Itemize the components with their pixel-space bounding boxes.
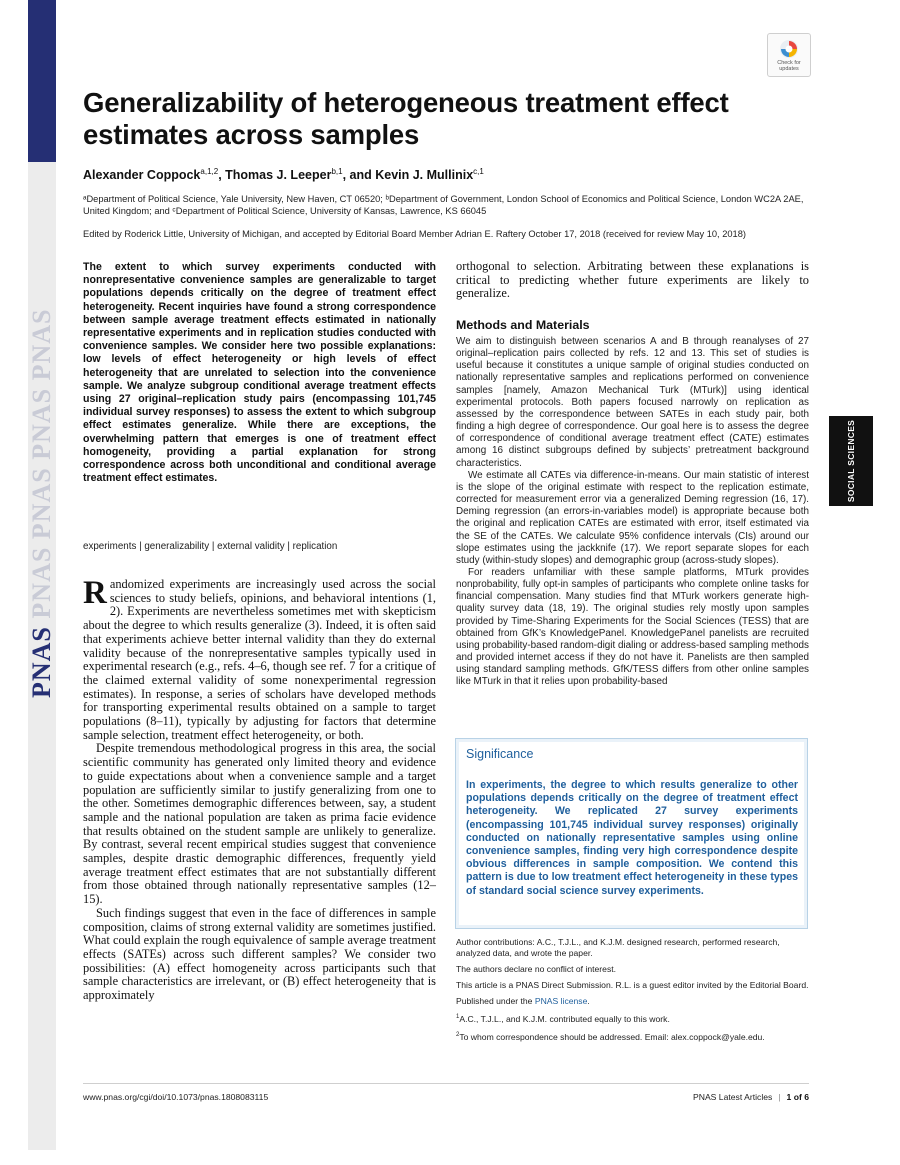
footnote-marker: 1 — [456, 1014, 460, 1020]
doi-link[interactable]: www.pnas.org/cgi/doi/10.1073/pnas.1808083115 — [83, 1092, 269, 1102]
intro-paragraph: andomized experiments are increasingly used across the social sciences to study beliefs, opinions, and behavioral intentions (1, 2). Experiments are nevertheless sometimes met with skepticism about the degree to which results generalize (3). Indeed, it is often said that experiments achieve better internal validity than they do external validity because of the nonrepresentative samples typically used in experimental research (e.g., refs. 4–6, though see ref. 7 for a critique of the claimed external validity of some nonexperimental regression estimates). In response, a series of scholars have developed methods for transporting experimental results obtained on a sample to target populations (8–11), typically by adjusting for factors that determine sample selection, treatment effect heterogeneity, or both. — [83, 577, 436, 742]
footnote-license — [456, 996, 809, 1007]
pnas-logo-word: PNAS — [27, 308, 56, 381]
pnas-logo-word: PNAS — [27, 467, 56, 540]
page-footer — [620, 1092, 809, 1102]
author-name[interactable]: Alexander Coppock — [83, 168, 201, 183]
methods-paragraph: We estimate all CATEs via difference-in-means. Our main statistic of interest is the slope of the original estimate with respect to the replication estimate, corrected for measurement error via a generalized Deming regression (16, 17). Deming regression (an errors-in-variables model) is appropriate because both the original and replication CATEs are estimated with error, itself estimated via the SE of the CATEs. We calculate 95% confidence intervals (CIs) around our slope estimates using the jackknife (17). We report separate slopes for each study (within-study slopes) and demographic group (across-study slopes). — [456, 469, 809, 566]
significance-title: Significance — [466, 747, 534, 761]
methods-paragraph: We aim to distinguish between scenarios A and B through reanalyses of 27 original–replication pairs collected by refs. 12 and 13. This set of studies is useful because it constitutes a unique sample of original studies conducted on nationally representative samples and replications performed on convenience samples [namely, Amazon Mechanical Turk (MTurk)] using identical experimental protocols. Both papers focused narrowly on replication as assessed by the correspondence between SATEs in each study pair, both finding a high degree of correspondence. Our goal here is to assess the degree of correspondence of conditional average treatment effect (CATE) estimates among 16 distinct subgroups defined by subjects’ pretreatment background characteristics. — [456, 336, 809, 469]
pnas-logo-word: PNAS — [27, 387, 56, 460]
intro-paragraph: Despite tremendous methodological progress in this area, the social scientific community has generated only limited theory and evidence to guide expectations about when a convenience sample and a target population are sufficiently similar to justify generalizing from one to the other. Sometimes demographic differences between, say, a student sample and the national population are taken as prima facie evidence that results obtained on the student sample are unlikely to generalize. By contrast, several recent empirical studies suggest that convenience samples, despite drastic demographic differences, frequently yield average treatment effect estimates that are not substantially different from those obtained through nationally representative samples (12–15). — [83, 741, 436, 907]
footnote-submission: This article is a PNAS Direct Submission. R.L. is a guest editor invited by the Editorial Board. — [456, 980, 809, 990]
affiliations: ᵃDepartment of Political Science, Yale University, New Haven, CT 06520; ᵇDepartment of Government, London School of Economics and Political Science, London WC2A 2AE, United Kingdom; and ᶜDepartment of Political Science, University of Kansas, Lawrence, KS 66045 — [83, 194, 804, 216]
author-affil-sup: a,1,2 — [200, 167, 219, 176]
footer-journal: PNAS Latest Articles — [693, 1092, 773, 1102]
footnote-corr-text: To whom correspondence should be addressed. Email: alex.coppock@yale.edu. — [459, 1031, 765, 1042]
pnas-logo-word: PNAS — [27, 546, 56, 619]
license-suffix: . — [587, 996, 590, 1006]
pnas-side-band-accent — [28, 0, 56, 162]
abstract: The extent to which survey experiments conducted with nonrepresentative convenience samples are generalizable to target populations depends critically on the degree of treatment effect heterogeneity. Recent inquiries have found a strong correspondence between sample average treatment effects estimated in nationally representative experiments and in replication studies conducted with convenience samples. We consider here two possible explanations: low levels of effect heterogeneity or high levels of effect heterogeneity that are unrelated to selection into the convenience sample. We analyze subgroup conditional average treatment effects using 27 original–replication study pairs (encompassing 101,745 individual survey responses) to assess the extent to which subgroup effect estimates generalize. While there are exceptions, the overwhelming pattern that emerges is one of treatment effect homogeneity, providing a partial explanation for strong correspondence across both unconditional and conditional average treatment effect estimates. — [83, 261, 436, 485]
author-name[interactable]: Kevin J. Mullinix — [375, 168, 474, 183]
author-separator: , — [218, 168, 226, 183]
footnote-conflict: The authors declare no conflict of interest. — [456, 964, 617, 974]
author-affil-sup: c,1 — [473, 167, 484, 176]
license-prefix: Published under the — [456, 996, 535, 1006]
introduction — [83, 575, 436, 1003]
intro-continuation: orthogonal to selection. Arbitrating between these explanations is critical to predicting whether future experiments are likely to generalize. — [456, 259, 809, 301]
pnas-logo-word: PNAS — [27, 626, 56, 698]
methods-paragraph: For readers unfamiliar with these sample platforms, MTurk provides nonprobability, fully opt-in samples of participants who complete online tasks for financial compensation. Many studies find that MTurk workers generate high-quality survey data (18, 19). The original studies rely mostly upon samples provided by Time-Sharing Experiments for the Social Sciences (TESS) that are obtained from GfK’s KnowledgePanel. KnowledgePanel panelists are recruited using probability-based random-digit dialing or address-based sampling methods and provided internet access if they do not have it. Panelists are then sampled using standard sampling methods. GfK/TESS differs from other online samples like MTurk in that it relies upon probability-based — [456, 566, 809, 688]
methods-text — [456, 336, 809, 689]
footnote-equal — [456, 1012, 809, 1025]
section-heading-methods: Methods and Materials — [456, 318, 590, 332]
keywords: experiments | generalizability | external validity | replication — [83, 541, 338, 552]
check-updates-line2: updates — [779, 66, 799, 72]
footnotes — [456, 937, 809, 1048]
check-updates-icon — [779, 39, 799, 59]
check-for-updates-badge[interactable] — [767, 33, 811, 77]
pnas-logo — [27, 178, 56, 698]
drop-cap: R — [83, 575, 107, 611]
section-tab-label: SOCIAL SCIENCES — [846, 419, 856, 503]
footnote-correspondence — [456, 1030, 809, 1043]
page-number: 1 of 6 — [786, 1092, 809, 1102]
author-name[interactable]: Thomas J. Leeper — [225, 168, 332, 183]
footnote-contributions: Author contributions: A.C., T.J.L., and K.J.M. designed research, performed research, analyzed data, and wrote the paper. — [456, 937, 780, 958]
article-title: Generalizability of heterogeneous treatment effect estimates across samples — [83, 87, 729, 150]
intro-paragraph: Such findings suggest that even in the face of differences in sample composition, claims of strong external validity are sometimes justified. What could explain the rough equivalence of sample average treatment effects (SATEs) across such different samples? We consider two possibilities: (A) effect homogeneity across participants such that sample characteristics are irrelevant, or (B) effect heterogeneity that is approximately — [83, 905, 436, 1003]
footnote-equal-text: A.C., T.J.L., and K.J.M. contributed equally to this work. — [459, 1013, 670, 1024]
author-affil-sup: b,1 — [331, 167, 343, 176]
author-separator: , and — [342, 168, 376, 183]
significance-text: In experiments, the degree to which results generalize to other populations depends critically on the degree of treatment effect heterogeneity. We replicated 27 survey experiments (encompassing 101,745 individual survey responses) originally conducted on nationally representative samples using online convenience samples, finding very high correspondence despite obvious differences in sample composition. We contend this pattern is due to low treatment effect heterogeneity in these types of standard social science survey experiments. — [466, 779, 798, 897]
license-link[interactable]: PNAS license — [534, 996, 588, 1006]
section-tab — [829, 416, 873, 506]
author-list — [83, 167, 484, 182]
significance-box — [455, 738, 808, 929]
footnote-marker: 2 — [456, 1031, 460, 1038]
footer-separator: | — [778, 1092, 781, 1102]
footer-divider — [83, 1083, 809, 1084]
editor-note: Edited by Roderick Little, University of Michigan, and accepted by Editorial Board Member Adrian E. Raftery October 17, 2018 (received for review May 10, 2018) — [83, 229, 746, 239]
check-updates-line1: Check for — [777, 60, 801, 66]
